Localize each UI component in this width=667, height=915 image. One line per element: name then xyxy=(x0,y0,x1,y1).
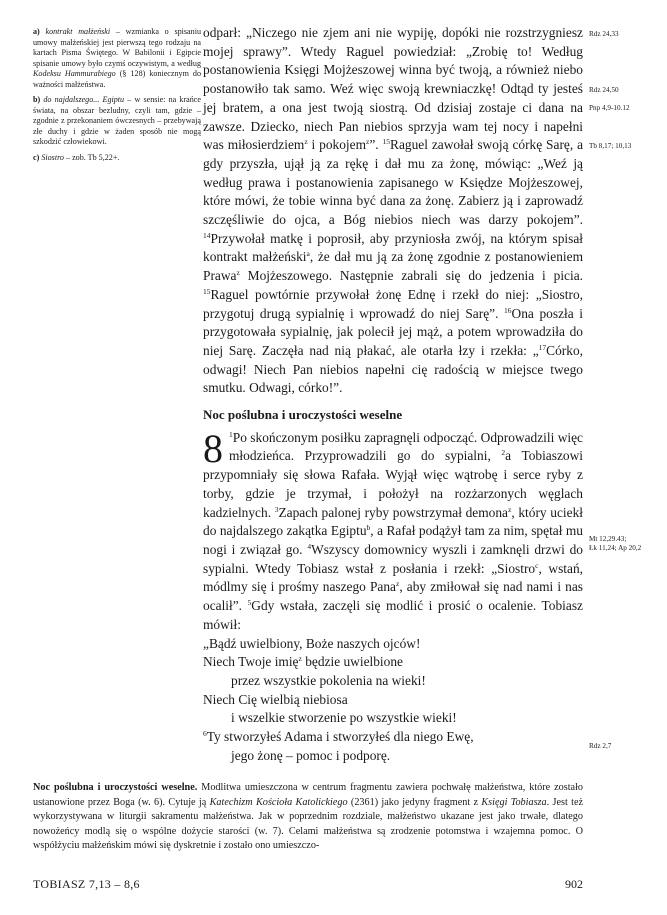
verse-text: odparł: „Niczego nie zjem ani nie wypiję, dopóki nie rozstrzygniesz mojej sprawy”. Wtedy Raguel powiedział: „Zrobię to! Według postanowienia Księgi Mojżeszowej winna być twoją, a również niebo postanowiło tak samo. Weź więc swoją krewniaczkę! Odtąd ty jesteś jej bratem, a ona jest twoją siostrą. Od dzisiaj zostaje ci dana na zawsze. Dziecko, niech Pan niebios sprzyja wam tej nocy i napełni was miłosierdziem xyxy=(203,25,583,153)
poem-text: będzie uwielbione xyxy=(301,654,403,670)
footnote-text: (§ 128) koniecznym do ważności małżeństwa. xyxy=(33,69,201,89)
verse-text: , wstań, módlmy się i prośmy naszego Pana xyxy=(203,560,583,595)
note-marker: z xyxy=(396,579,400,589)
verse-text: , a Rafał podążył tam za nim, spętał mu nogi i związał go. xyxy=(203,523,584,557)
cross-ref: Łk 11,24; Ap 20,2 xyxy=(589,544,642,552)
verse-number: 15 xyxy=(382,137,391,147)
verse-number: 14 xyxy=(203,230,211,240)
footnote-a xyxy=(33,27,201,90)
paragraph-ch8 xyxy=(203,425,584,635)
note-marker: b xyxy=(366,523,371,533)
verse-number: 1 xyxy=(229,429,233,439)
verse-text: ”. xyxy=(369,137,383,153)
note-marker: c xyxy=(535,560,539,570)
verse-text: , że dał mu ją za żonę zgodnie z postanowieniem Prawa xyxy=(203,249,583,284)
verse-text: Ona poszła i przygotowała sypialnię, jak polecił jej mąż, a potem wprowadziła do niej Sarę. Zaczęła nad nią płakać, ale otarła łzy i rzekła: „ xyxy=(203,305,583,358)
verse-text: Wszyscy domownicy wyszli i zamknęli drzwi do sypialni. Wtedy Tobiasz wstał z posłania i rzekł: „Siostro xyxy=(203,541,583,576)
footnote-text: – w sensie: na krańce świata, na obszar bezludny, czyli tam, gdzie – zgodnie z przekonaniem ówczesnych – przebywają złe duchy i gdzie w żaden sposób nie mogą szkodzić człowiekowi. xyxy=(33,95,201,147)
footnote-text: – wzmianka o spisaniu umowy małżeńskiej jest pierwszą tego rodzaju na kartach Pisma Świętego. W Babilonii i Egipcie spisanie umowy było czymś oczywistym, a według xyxy=(33,27,201,68)
verse-text: Raguel powtórnie przywołał żonę Ednę i rzekł do niej: „Siostro, przygotuj drugą sypialnię i wprowadź do niej Sarę”. xyxy=(203,286,583,321)
verse-number: 2 xyxy=(501,448,506,458)
note-marker: z xyxy=(366,137,370,147)
prayer-poem xyxy=(203,635,583,766)
poem-line: „Bądź uwielbiony, Boże naszych ojców! xyxy=(203,635,421,651)
poem-text: Ty stworzyłeś Adama i stworzyłeś dla niego Ewę, xyxy=(206,729,474,745)
cross-ref: Pnp 4,9-10.12 xyxy=(589,104,630,112)
verse-number: 5 xyxy=(247,598,252,608)
note-marker: z xyxy=(298,654,302,664)
commentary-label: Noc poślubna i uroczystości weselne. xyxy=(33,782,198,793)
verse-text: a Tobiaszowi przypomniały się słowa Rafała. Wyjął więc wątrobę i serce ryby z torby, gdzie je trzymał, i położył na rozżarzonych węglach kadzielnych. xyxy=(203,448,583,520)
poem-line xyxy=(203,728,583,747)
running-footer-ref: TOBIASZ 7,13 – 8,6 xyxy=(33,877,140,891)
commentary-title: Księgi Tobiasza xyxy=(481,796,547,808)
poem-line xyxy=(203,653,583,672)
note-marker: a xyxy=(306,249,310,259)
scripture-column xyxy=(203,24,583,765)
footnote-title: Kodeksu Hammurabiego xyxy=(33,69,116,79)
verse-text: Córko, odwagi! Niech Pan niebios napełni cię radością w miejsce twego smutku. Odwagi, córko!”. xyxy=(203,342,583,396)
cross-ref: Rdz 24,50 xyxy=(589,86,619,94)
verse-number: 6 xyxy=(203,729,207,739)
poem-line: jego żonę – pomoc i podporę. xyxy=(231,747,391,763)
cross-ref: Mt 12,29.43; xyxy=(589,535,627,543)
poem-line: i wszelkie stworzenie po wszystkie wieki! xyxy=(231,710,457,726)
verse-text: Przywołał matkę i poprosił, aby przyniosła zwój, na którym spisał kontrakt małżeński xyxy=(203,230,583,265)
chapter-number: 8 xyxy=(203,425,223,471)
section-title: Noc poślubna i uroczystości weselne xyxy=(203,407,403,423)
verse-text: Gdy wstała, zaczęli się modlić i prosić o ocalenie. Tobiasz mówił: xyxy=(203,598,583,632)
note-marker: z xyxy=(236,268,240,278)
verse-text: , który uciekł do najdalszego zakątka Egiptu xyxy=(203,504,584,539)
cross-ref: Rdz 24,33 xyxy=(589,30,619,38)
footnotes-column xyxy=(33,27,201,168)
footnote-letter: c) xyxy=(33,152,40,162)
footnote-term: do najdalszego... Egiptu xyxy=(43,95,125,105)
commentary-title: Katechizm Kościoła Katolickiego xyxy=(209,796,348,808)
verse-number: 4 xyxy=(307,541,312,551)
footnote-c xyxy=(33,153,201,164)
verse-text: Raguel zawołał swoją córkę Sarę, a gdy przyszła, ujął ją za rękę i dał mu za żonę, mówiąc: „Weź ją według prawa i postanowienia zapisanego w Księdze Mojżeszowej, które mówi, że tobie winna być dana za żonę. Zabierz ją i zaprowadź szczęśliwie do ojca, a Bóg niebios niech was darzy pokojem”. xyxy=(203,137,584,228)
footnote-term: Siostro xyxy=(41,152,64,162)
page-number: 902 xyxy=(565,877,583,891)
cross-ref: Tb 8,17; 10,13 xyxy=(589,142,632,150)
commentary-text: . Jest też wykorzystywana w liturgii sakramentu małżeństwa. Jak w poprzednim rozdziale, małżeństwo ukazane jest jako trwałe, dlatego nowożeńcy modlą się o wspólne dożycie starości (w. 7). Celami małżeństwa są zrodzenie potomstwa i wzajemna pomoc. O współżyciu małżeńskim mówi się dyskretnie i zostało ono umieszczo- xyxy=(33,796,583,852)
commentary-text: (2361) jako jedyny fragment z xyxy=(347,796,482,808)
verse-text: Zapach palonej ryby powstrzymał demona xyxy=(278,504,509,520)
footnote-text: – zob. Tb 5,22+. xyxy=(63,152,120,162)
footnote-b xyxy=(33,95,201,148)
commentary xyxy=(33,781,583,854)
paragraph-ch7 xyxy=(203,24,583,398)
verse-number: 3 xyxy=(274,504,279,514)
verse-number: 16 xyxy=(504,305,512,315)
verse-text: , aby zmiłował się nad nami i nas ocalił”. xyxy=(203,579,584,614)
footnote-term: kontrakt małżeński xyxy=(45,27,111,36)
verse-text: i pokojem xyxy=(307,137,366,153)
note-marker: z xyxy=(508,504,512,514)
footnote-letter: b) xyxy=(33,95,41,105)
poem-text: Niech Twoje imię xyxy=(203,654,299,670)
verse-text: Mojżeszowego. Następnie zabrali się do jedzenia i picia. xyxy=(239,268,583,284)
note-marker: z xyxy=(304,137,308,147)
poem-line: Niech Cię wielbią niebiosa xyxy=(203,691,348,707)
footnote-letter: a) xyxy=(33,27,40,36)
verse-text: Po skończonym posiłku zapragnęli odpocząć. Odprowadzili więc młodzieńca. Przyprowadzili go do sypialni, xyxy=(229,429,583,464)
verse-number: 17 xyxy=(538,342,547,352)
poem-line: przez wszystkie pokolenia na wieki! xyxy=(231,672,426,688)
commentary-text: Modlitwa umieszczona w centrum fragmentu zawiera pochwałę małżeństwa, które zostało ustanowione przez Boga (w. 6). Cytuje ją xyxy=(33,782,583,808)
verse-number: 15 xyxy=(203,286,211,296)
cross-ref: Rdz 2,7 xyxy=(589,742,612,750)
